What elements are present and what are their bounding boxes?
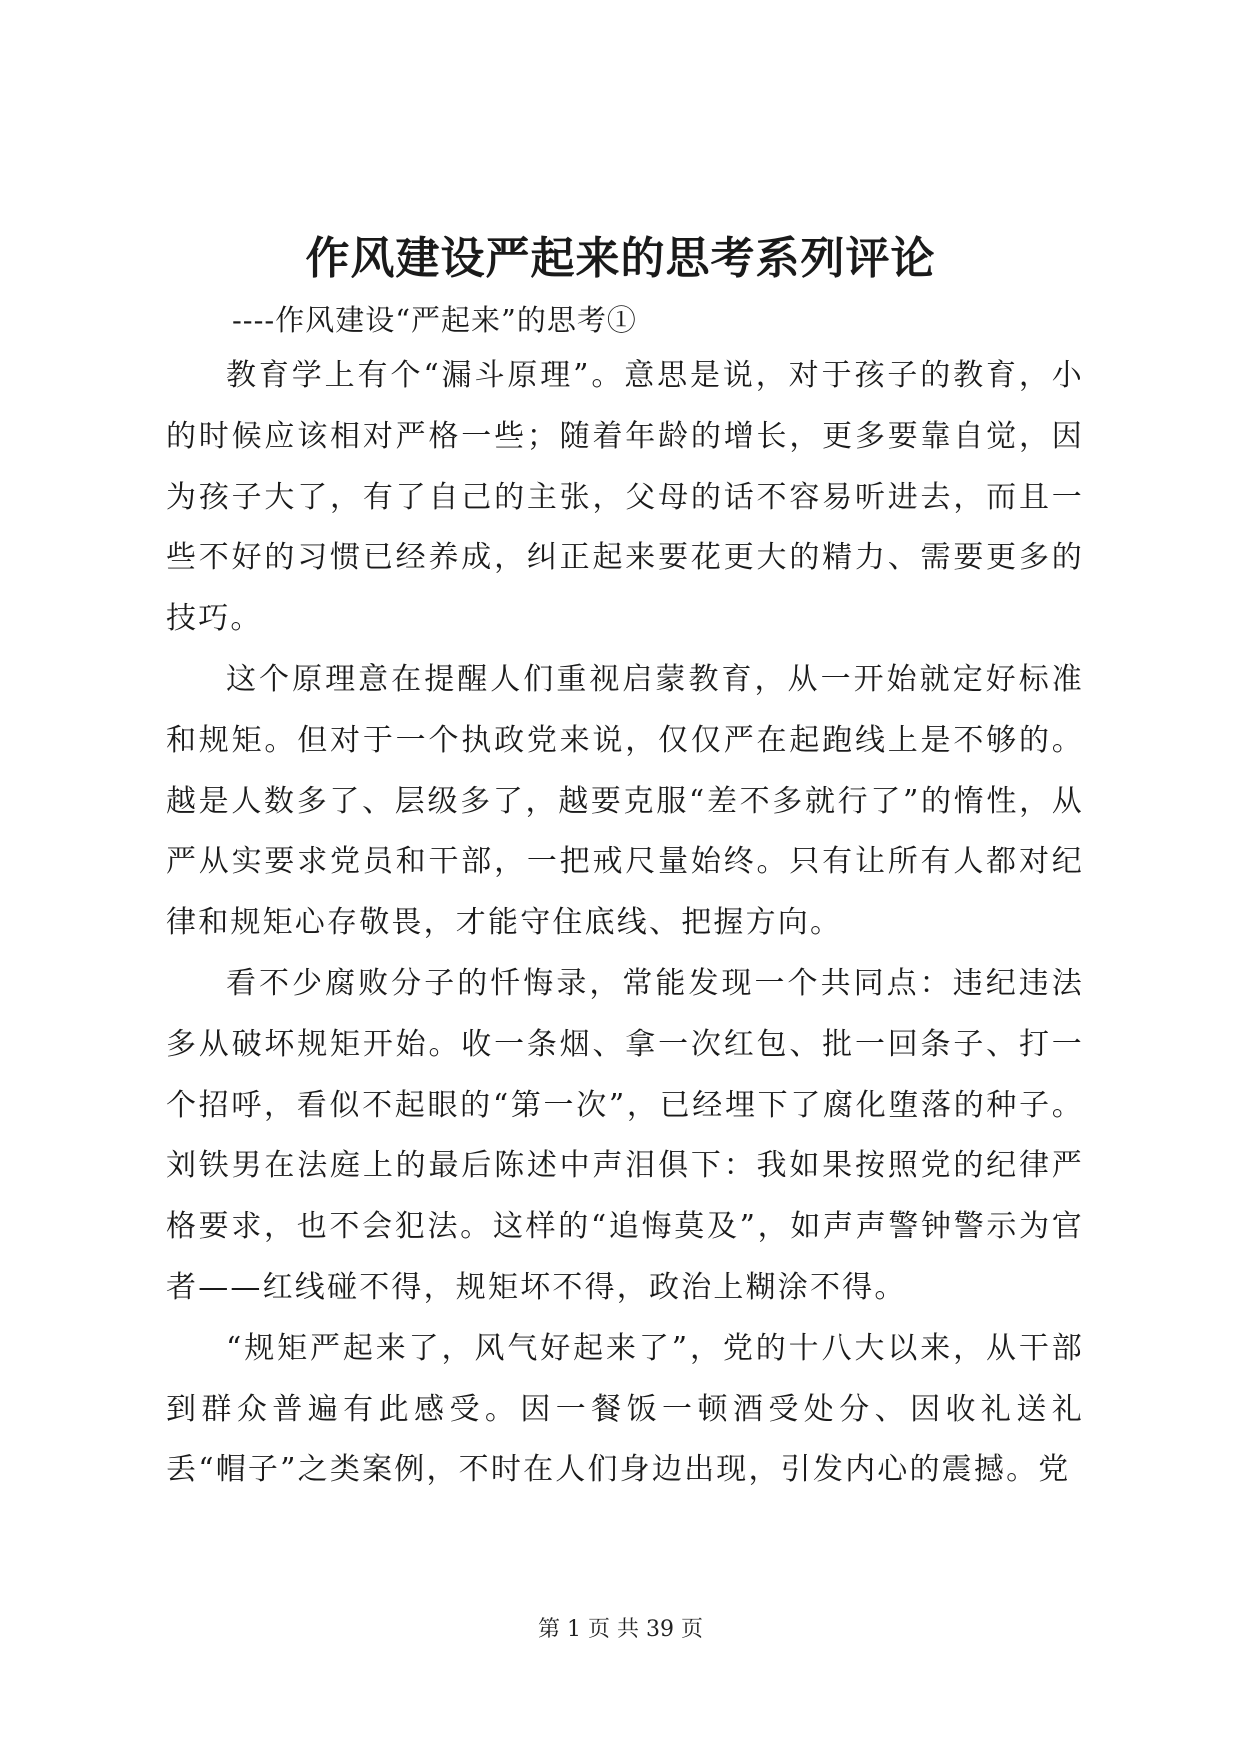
document-title: 作风建设严起来的思考系列评论 [305, 233, 936, 284]
paragraph: 教育学上有个“漏斗原理”。意思是说，对于孩子的教育，小的时候应该相对严格一些；随着年龄的增长，更多要靠自觉，因为孩子大了，有了自己的主张，父母的话不容易听进去，而且一些不好的习惯已经养成，纠正起来要花更大的精力、需要更多的技巧。 [166, 358, 1084, 637]
paragraph: 看不少腐败分子的忏悔录，常能发现一个共同点：违纪违法多从破坏规矩开始。收一条烟、拿一次红包、批一回条子、打一个招呼，看似不起眼的“第一次”，已经埋下了腐化堕落的种子。刘铁男在法庭上的最后陈述中声泪俱下：我如果按照党的纪律严格要求，也不会犯法。这样的“追悔莫及”，如声声警钟警示为官者——红线碰不得，规矩坏不得，政治上糊涂不得。 [166, 965, 1084, 1305]
paragraph: “规矩严起来了，风气好起来了”，党的十八大以来，从干部到群众普遍有此感受。因一餐饭一顿酒受处分、因收礼送礼丢“帽子”之类案例，不时在人们身边出现，引发内心的震撼。党 [166, 1330, 1084, 1488]
document-subtitle: ----作风建设“严起来”的思考① [232, 303, 637, 337]
document-body [166, 346, 1084, 1501]
paragraph: 这个原理意在提醒人们重视启蒙教育，从一开始就定好标准和规矩。但对于一个执政党来说，仅仅严在起跑线上是不够的。越是人数多了、层级多了，越要克服“差不多就行了”的惰性，从严从实要求党员和干部，一把戒尺量始终。只有让所有人都对纪律和规矩心存敬畏，才能守住底线、把握方向。 [166, 661, 1084, 941]
page-number-footer: 第 1 页 共 39 页 [538, 1617, 703, 1642]
